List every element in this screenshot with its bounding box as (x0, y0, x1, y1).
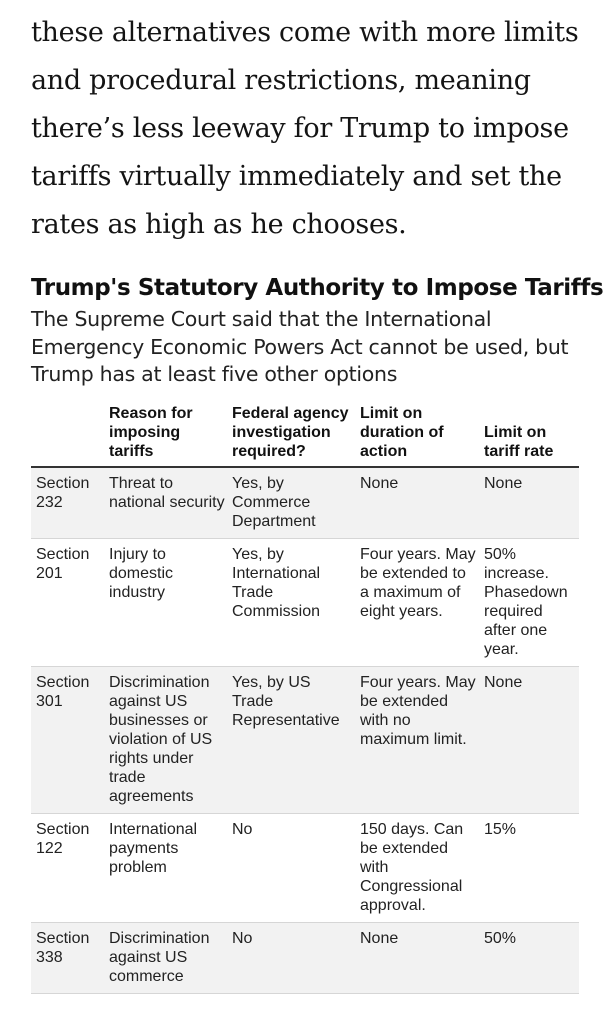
cell-section: Section 122 (36, 821, 90, 857)
cell-reason: Discrimination against US businesses or violation of US rights under trade agreements (109, 674, 213, 805)
table-row (31, 667, 579, 814)
cell-investigation: Yes, by Commerce Department (232, 475, 316, 530)
cell-duration: 150 days. Can be extended with Congressional approval. (360, 821, 464, 914)
article-line: and procedural restrictions, meaning (31, 65, 531, 96)
cell-reason: Threat to national security (109, 475, 225, 511)
cell-reason: Injury to domestic industry (109, 546, 174, 601)
tariff-authority-table (31, 404, 579, 994)
cell-section: Section 201 (36, 546, 90, 582)
cell-duration: None (360, 475, 399, 492)
article-line: these alternatives come with more limits (31, 17, 579, 48)
article-line: tariffs virtually immediately and set the (31, 161, 562, 192)
article-line: there’s less leeway for Trump to impose (31, 113, 569, 144)
header-rate: Limit on tariff rate (484, 424, 554, 460)
cell-reason: Discrimination against US commerce (109, 930, 210, 985)
cell-rate: None (484, 674, 523, 691)
header-reason: Reason for imposing tariffs (109, 405, 193, 460)
cell-rate: 50% increase. Phasedown required after one year. (484, 546, 568, 658)
cell-rate: 50% (484, 930, 517, 947)
table-subtitle (31, 306, 601, 389)
cell-investigation: Yes, by US Trade Representative (232, 674, 340, 729)
cell-duration: Four years. May be extended with no maximum limit. (360, 674, 476, 748)
cell-rate: None (484, 475, 523, 492)
table-row (31, 923, 579, 994)
cell-section: Section 301 (36, 674, 90, 710)
header-duration: Limit on duration of action (360, 405, 444, 460)
subtitle-line: Trump has at least five other options (31, 362, 398, 386)
table-title: Trump's Statutory Authority to Impose Tariffs (31, 275, 604, 301)
table-row (31, 814, 579, 923)
cell-reason: International payments problem (109, 821, 198, 876)
cell-rate: 15% (484, 821, 517, 838)
cell-investigation: Yes, by International Trade Commission (232, 546, 321, 620)
table-row (31, 539, 579, 667)
article-line: rates as high as he chooses. (31, 209, 407, 240)
article-paragraph (31, 9, 591, 249)
cell-duration: Four years. May be extended to a maximum of eight years. (360, 546, 476, 620)
cell-section: Section 232 (36, 475, 90, 511)
cell-investigation: No (232, 930, 253, 947)
cell-section: Section 338 (36, 930, 90, 966)
subtitle-line: Emergency Economic Powers Act cannot be used, but (31, 334, 569, 359)
subtitle-line: The Supreme Court said that the International (31, 307, 492, 331)
table-row (31, 468, 579, 539)
cell-investigation: No (232, 821, 253, 838)
table-header-row (31, 404, 579, 468)
cell-duration: None (360, 930, 399, 947)
header-investigation: Federal agency investigation required? (232, 405, 349, 460)
